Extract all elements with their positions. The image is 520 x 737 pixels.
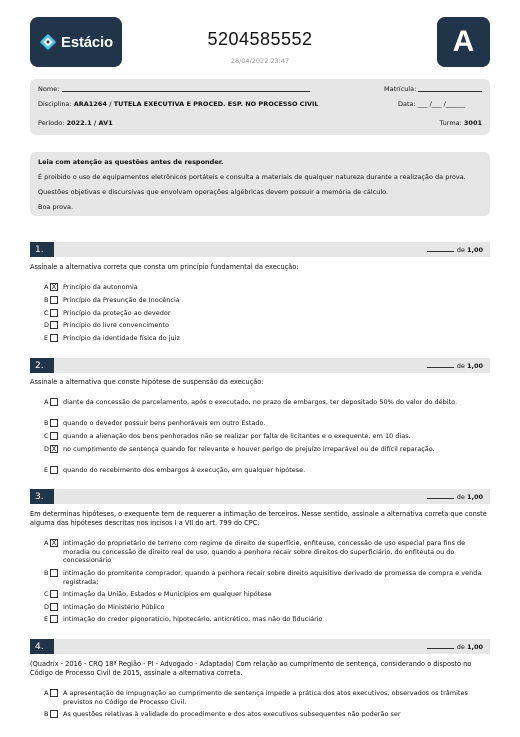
question-header (30, 358, 490, 373)
answer-checkbox[interactable] (50, 309, 58, 317)
exam-code: 5204585552 (207, 29, 313, 49)
option-e[interactable]: E quando do recebimento dos embargos à execução, em qualquer hipótese. (44, 466, 306, 474)
question-header (30, 489, 490, 504)
disciplina-label: Disciplina: (38, 100, 72, 108)
name-label: Nome: (38, 85, 60, 93)
option-d[interactable]: D Intimação do Ministério Público (44, 603, 165, 611)
question-header (30, 639, 490, 654)
question-number: 4. (30, 639, 54, 654)
question-score: de 1,00 (427, 246, 483, 254)
matricula-field[interactable] (418, 85, 482, 92)
answer-checkbox[interactable]: X (51, 445, 57, 453)
option-c[interactable]: C Intimação da União, Estados e Municípios em qualquer hipótese (44, 590, 272, 598)
logo-text: Estácio (61, 33, 113, 51)
question-score: de 1,00 (427, 362, 483, 370)
answer-checkbox[interactable] (50, 398, 58, 406)
option-b[interactable]: B Princípio da Presunção de Inocência (44, 296, 180, 304)
option-e[interactable]: E intimação do credor pignoratício, hipotecário, anticrético, mas não do fiduciário (44, 615, 323, 623)
answer-checkbox[interactable] (50, 466, 58, 474)
answer-checkbox[interactable] (50, 615, 58, 623)
answer-checkbox[interactable] (50, 590, 58, 598)
answer-checkbox[interactable]: X (51, 539, 57, 547)
question-number: 2. (30, 358, 54, 373)
answer-checkbox[interactable] (50, 321, 58, 329)
question-stem: (Quadrix - 2016 - CRQ 18ª Região - PI - Advogado - Adaptada) Com relação ao cumprimento de sentença, considerando o disposto no Código de Processo Civil de 2015, assinale a alternativa correta. (30, 660, 472, 677)
question-number: 1. (30, 242, 54, 257)
question-score: de 1,00 (427, 643, 483, 651)
exam-date: 28/04/2022 23:47 (230, 57, 290, 65)
question-stem: Assinale a alternativa que conste hipótese de suspensão da execução: (30, 378, 264, 386)
disciplina-value: ARA1264 / TUTELA EXECUTIVA E PROCED. ESP. NO PROCESSO CIVIL (73, 100, 319, 108)
turma-label: Turma: (439, 119, 462, 127)
answer-checkbox[interactable] (50, 710, 58, 718)
answer-checkbox[interactable] (50, 419, 58, 427)
option-c[interactable]: C quando a alienação dos bens penhorados não se realizar por falta de licitantes e o exequente, em 10 dias. (44, 432, 411, 440)
answer-checkbox[interactable] (50, 432, 58, 440)
periodo-label: Período: (38, 119, 65, 127)
question-header (30, 242, 490, 257)
option-a[interactable]: A diante da concessão de parcelamento, após o executado, no prazo de embargos, ter depositado 50% do valor do débito. (44, 398, 458, 406)
option-d[interactable]: D X no cumprimento de sentença quando for relevante e houver perigo de prejuízo irreparável ou de difícil reparação. (44, 445, 435, 453)
answer-checkbox[interactable] (50, 569, 58, 577)
periodo-value: 2022.1 / AV1 (66, 119, 113, 127)
option-e[interactable]: E Princípio da identidade física do juiz (44, 334, 180, 342)
option-b[interactable]: B intimação do promitente comprador, quando a penhora recair sobre direito aquisitivo derivado de promessa de compra e venda registrada; (44, 569, 482, 586)
answer-checkbox[interactable] (50, 603, 58, 611)
question-number: 3. (30, 489, 54, 504)
option-b[interactable]: B quando o devedor possuir bens penhoráveis em outro Estado. (44, 419, 266, 427)
name-field[interactable] (62, 85, 310, 92)
question-score: de 1,00 (427, 493, 483, 501)
exam-version-badge: A (437, 17, 490, 67)
matricula-label: Matrícula: (384, 85, 417, 93)
instruction-line: Questões objetivas e discursivas que envolvam operações algébricas devem possuir a memória de cálculo. (38, 188, 389, 196)
answer-checkbox[interactable] (50, 689, 58, 697)
data-label: Data: (398, 100, 416, 108)
option-b[interactable]: B As questões relativas à validade do procedimento e dos atos executivos subsequentes não poderão ser (44, 710, 401, 718)
answer-checkbox[interactable]: X (51, 283, 57, 291)
instruction-line: É proibido o uso de equipamentos eletrônicos portáteis e consulta a materiais de qualquer natureza durante a realização da prova. (38, 173, 466, 181)
option-a[interactable]: A A apresentação de impugnação ao cumprimento de sentença impede a prática dos atos executivos, observados os trâmites previstos no Código de Processo Civil. (44, 689, 468, 706)
instructions-title: Leia com atenção as questões antes de responder. (38, 158, 224, 166)
instructions-panel (30, 152, 490, 216)
option-c[interactable]: C Princípio da proteção ao devedor (44, 309, 171, 317)
student-info-panel (30, 79, 490, 135)
question-stem: Em determinas hipóteses, o exequente tem de requerer a intimação de terceiros. Nesse sentido, assinale a alternativa correta que conste alguma das hipóteses descritas nos incisos I a VII do art. 799 do CPC: (30, 510, 487, 527)
turma-value: 3001 (463, 119, 482, 127)
answer-checkbox[interactable] (50, 296, 58, 304)
data-value: ___ /___ /______ (417, 100, 466, 108)
option-a[interactable]: A X intimação do proprietário de terreno com regime de direito de superfície, enfiteuse, concessão de uso especial para fins de moradia ou concessão de direito real de uso, quando a penhora recair sobre direitos do superficiário, do enfiteuta ou do concessionário (44, 539, 466, 564)
option-a[interactable]: A X Princípio da autonomia (44, 283, 138, 291)
option-d[interactable]: D Princípio do livre convencimento (44, 321, 169, 329)
instruction-line: Boa prova. (38, 203, 74, 211)
question-stem: Assinale a alternativa correta que consta um princípio fundamental da execução: (30, 263, 299, 271)
answer-checkbox[interactable] (50, 334, 58, 342)
